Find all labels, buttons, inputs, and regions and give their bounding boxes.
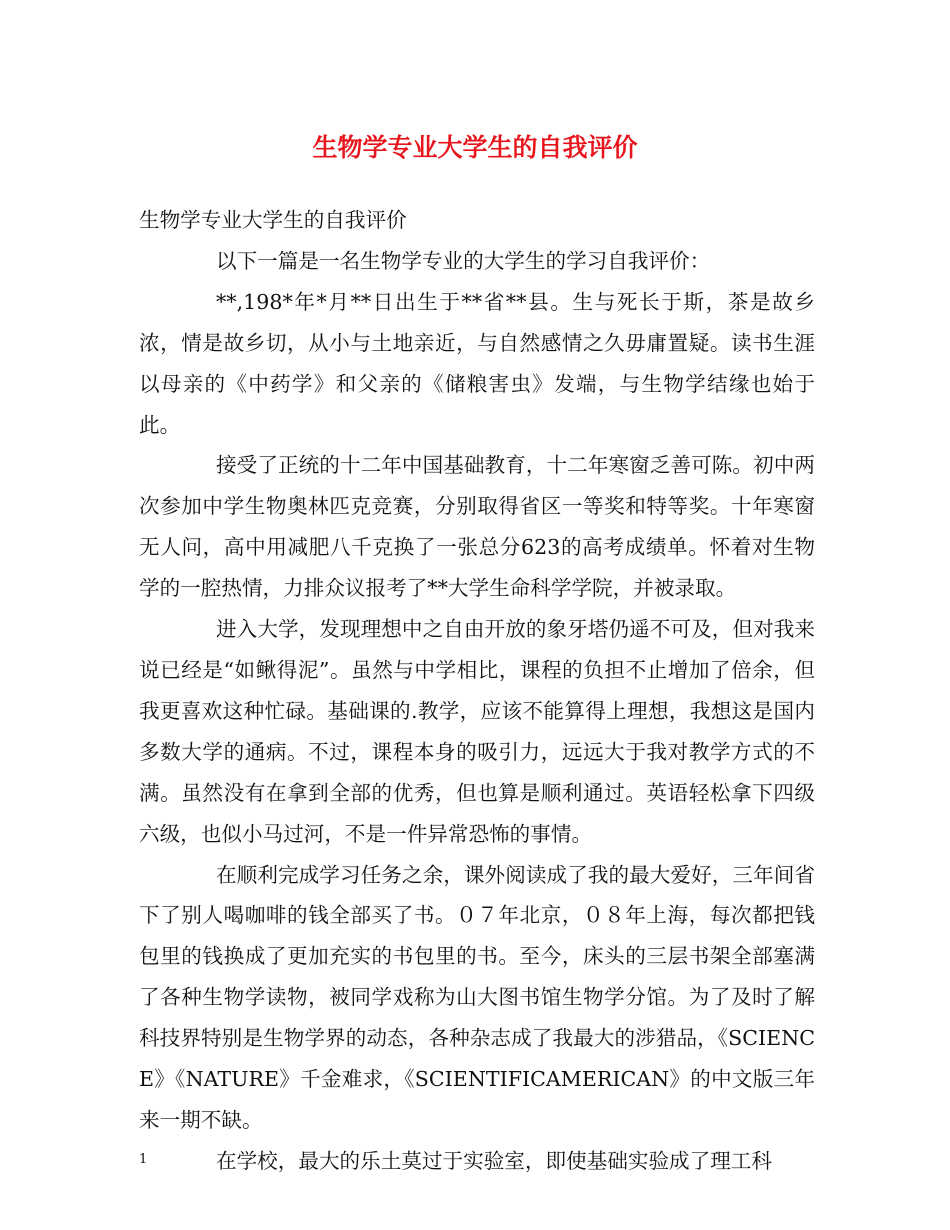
document-subtitle: 生物学专业大学生的自我评价 [139, 208, 407, 232]
paragraph-education: 接受了正统的十二年中国基础教育，十二年寒窗乏善可陈。初中两次参加中学生物奥林匹克竞赛，分别取得省区一等奖和特等奖。十年寒窗无人问，高中用减肥八千克换了一张总分623的高考成绩单。怀着对生物学的一腔热情，力排众议报考了**大学生命科学学院，并被录取。 [139, 453, 815, 601]
paragraph-reading: 在顺利完成学习任务之余，课外阅读成了我的最大爱好，三年间省下了别人喝咖啡的钱全部买了书。０７年北京，０８年上海，每次都把钱包里的钱换成了更加充实的书包里的书。至今，床头的三层书架全部塞满了各种生物学读物，被同学戏称为山大图书馆生物学分馆。为了及时了解科技界特别是生物学界的动态，各种杂志成了我最大的涉猎品，《SCIENCE》《NATURE》千金难求，《SCIENTIFICAMERICAN》的中文版三年来一期不缺。 [139, 862, 815, 1132]
document-title: 生物学专业大学生的自我评价 [312, 133, 638, 162]
page-number: 1 [139, 1152, 148, 1167]
document-body [139, 200, 815, 1182]
paragraph-intro: 以下一篇是一名生物学专业的大学生的学习自我评价： [216, 248, 711, 273]
paragraph-birth: **,198*年*月**日出生于**省**县。生与死长于斯，茶是故乡浓，情是故乡切，从小与土地亲近，与自然感情之久毋庸置疑。读书生涯以母亲的《中药学》和父亲的《储粮害虫》发端，与生物学结缘也始于此。 [139, 289, 815, 437]
paragraph-laboratory: 在学校，最大的乐土莫过于实验室，即使基础实验成了理工科 [216, 1148, 773, 1173]
paragraph-university: 进入大学，发现理想中之自由开放的象牙塔仍遥不可及，但对我来说已经是“如鳅得泥”。虽然与中学相比，课程的负担不止增加了倍余，但我更喜欢这种忙碌。基础课的.教学，应该不能算得上理想，我想这是国内多数大学的通病。不过，课程本身的吸引力，远远大于我对教学方式的不满。虽然没有在拿到全部的优秀，但也算是顺利通过。英语轻松拿下四级六级，也似小马过河，不是一件异常恐怖的事情。 [139, 617, 815, 846]
